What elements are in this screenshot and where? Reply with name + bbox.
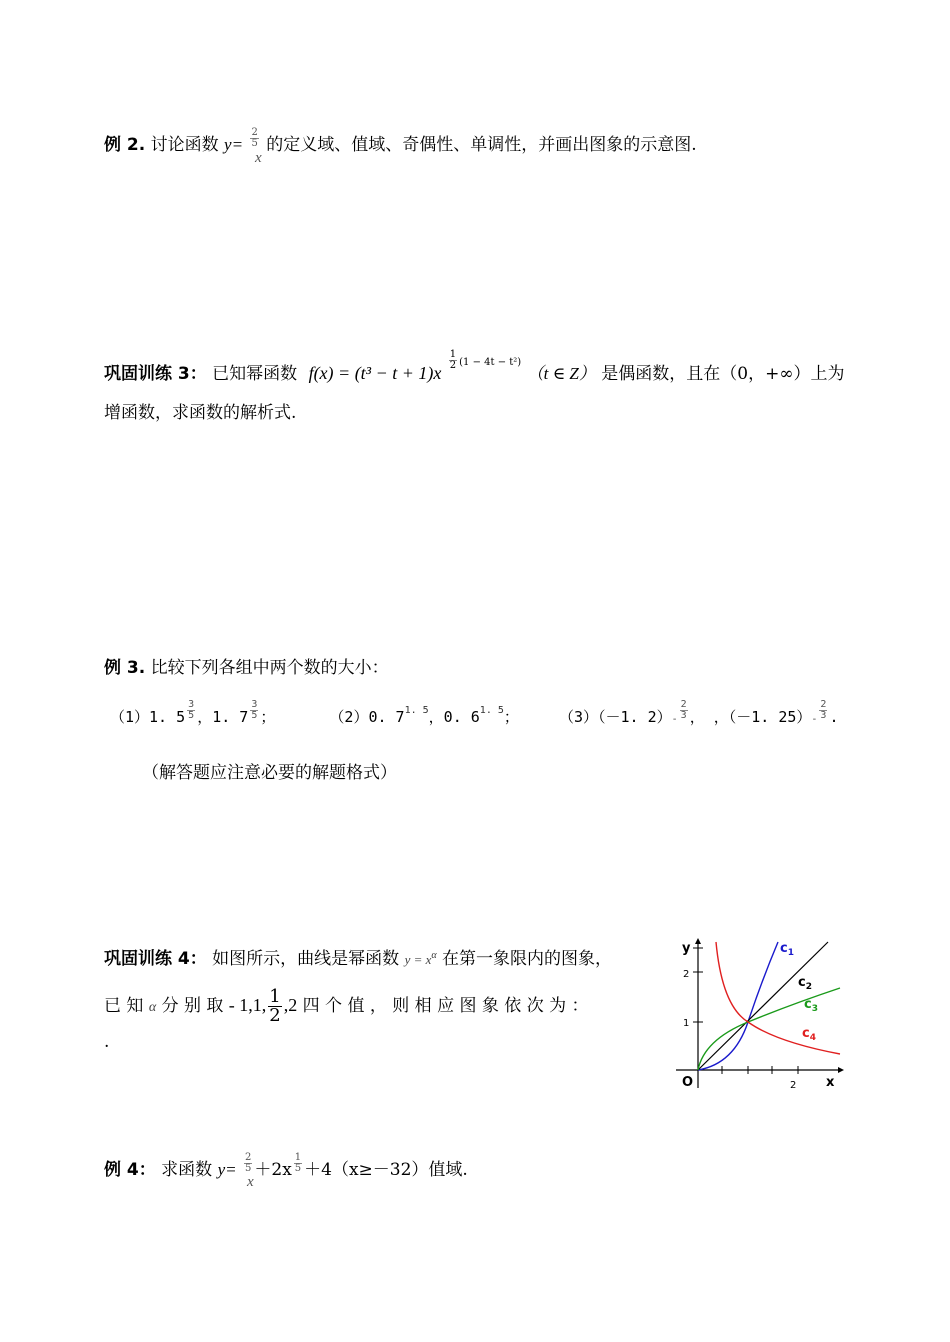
training-3 <box>104 350 845 384</box>
example-4-exp1 <box>244 1153 252 1174</box>
training-4-values-a: - 1,1, <box>228 995 267 1015</box>
part-1-exp-a-num: 3 <box>188 699 195 710</box>
origin-label: O <box>682 1075 694 1090</box>
part-3-exp-a-den: 3 <box>680 710 687 721</box>
part-3-mid: ，（－1. 25） <box>713 708 812 726</box>
label-c4: $c_4$ <box>802 1026 816 1043</box>
training-4-line2-c: 四 个 值 ， 则 相 应 图 象 依 次 为 ： <box>302 996 589 1016</box>
x-axis-label: x <box>826 1075 835 1090</box>
curve-c1 <box>698 942 778 1070</box>
training-4-text1: 如图所示，曲线是幂函数 <box>212 949 400 969</box>
example-4-colon: ： <box>138 1160 156 1180</box>
example-2-label: 例 2. <box>104 135 146 155</box>
example-4-exp2-num: 1 <box>294 1152 302 1163</box>
training-4-frac-num: 1 <box>269 986 281 1007</box>
y-axis-arrow <box>695 938 701 944</box>
training-4-formula-exp: α <box>431 950 437 961</box>
training-4-line2 <box>104 988 589 1025</box>
part-2-exp1: 1. 5 <box>404 705 429 716</box>
training-3-line2: 增函数，求函数的解析式. <box>104 403 297 423</box>
training-4-values-frac <box>268 988 281 1025</box>
example-2-y-eq: y= <box>224 135 244 154</box>
part-1-exp-b-den: 5 <box>251 710 258 721</box>
example-4-exp1-num: 2 <box>245 1152 252 1163</box>
example-2-text-before: 讨论函数 <box>150 135 219 155</box>
part-3-exp-b <box>819 700 827 721</box>
training-4 <box>104 944 612 969</box>
example-4-base: x <box>247 1174 254 1190</box>
training-4-line2-a: 已 知 <box>104 996 144 1016</box>
part-2-mid: ，0. 6 <box>428 708 480 726</box>
part-1-exp-a <box>187 700 195 721</box>
training-3-label: 巩固训练 3 <box>104 364 190 384</box>
example-4-plus1: ＋2x <box>254 1160 292 1180</box>
y-axis-label: y <box>682 941 691 956</box>
example-4-plus2: ＋4（x≥－32）值域. <box>304 1160 468 1180</box>
part-2-exp2: 1. 5 <box>479 705 504 716</box>
power-function-graph <box>672 936 848 1096</box>
example-4-exp2-den: 5 <box>294 1163 302 1174</box>
training-3-text1: 已知幂函数 <box>212 364 298 384</box>
example-2-exp-num: 2 <box>251 127 258 138</box>
training-3-exponent <box>447 350 521 371</box>
label-c1: $c_1$ <box>780 941 794 958</box>
example-4-y-eq: y= <box>217 1160 237 1179</box>
example-4-label: 例 4 <box>104 1160 139 1180</box>
training-3-colon: ： <box>189 364 207 384</box>
part-3-exp-b-num: 2 <box>820 699 827 710</box>
training-4-formula-base: y = x <box>404 952 432 967</box>
part-1-exp-b-num: 3 <box>251 699 258 710</box>
label-c3: $c_3$ <box>804 997 818 1014</box>
training-4-line3: . <box>104 1032 110 1052</box>
example-2-exp-den: 5 <box>251 138 258 149</box>
part-3-prefix: （3）（－1. 2） <box>558 708 672 726</box>
example-2-exponent <box>250 128 258 149</box>
part-3-exp-b-den: 3 <box>820 710 827 721</box>
part-1-mid: ，1. 7 <box>197 708 249 726</box>
example-3 <box>104 653 389 678</box>
y-tick-label-2: 2 <box>683 969 690 980</box>
part-3-exp-a <box>680 700 688 721</box>
x-tick-label-2: 2 <box>790 1080 797 1091</box>
training-3-text2: 是偶函数，且在（0，+∞）上为 <box>601 364 845 384</box>
example-2-text-after: 的定义域、值域、奇偶性、单调性，并画出图象的示意图. <box>266 135 697 155</box>
training-3-formula: f(x) = (t³ − t + 1)x <box>308 363 442 383</box>
part-1-exp-a-den: 5 <box>188 710 195 721</box>
training-4-formula <box>405 952 437 967</box>
part-1-exp-b <box>250 700 258 721</box>
training-4-text2: 在第一象限内的图象， <box>442 949 613 969</box>
training-3-exp-frac <box>449 350 457 371</box>
example-2-base: x <box>255 150 262 166</box>
training-4-frac-den: 2 <box>269 1005 281 1026</box>
example-2 <box>104 128 697 155</box>
example-4-exp2 <box>294 1153 302 1174</box>
example-4-exp1-den: 5 <box>245 1163 252 1174</box>
example-3-note: （解答题应注意必要的解题格式） <box>142 763 397 783</box>
label-c2: $c_2$ <box>798 975 812 992</box>
curve-c4 <box>716 942 840 1054</box>
training-4-values-b: ,2 <box>283 995 298 1015</box>
training-3-exp-num: 1 <box>449 349 457 360</box>
training-4-line2-b: 分 别 取 <box>161 996 224 1016</box>
example-4-text1: 求函数 <box>161 1160 213 1180</box>
part-3-exp-a-num: 2 <box>680 699 687 710</box>
x-axis-arrow <box>838 1067 844 1073</box>
part-1-prefix: （1）1. 5 <box>110 708 186 726</box>
training-4-alpha: α <box>148 1000 157 1015</box>
training-3-exp-den: 2 <box>449 360 457 371</box>
training-4-label: 巩固训练 4 <box>104 949 190 969</box>
part-2-prefix: （2）0. 7 <box>329 708 405 726</box>
training-3-exp-rest: (1 − 4t − t²) <box>459 357 522 368</box>
example-4 <box>104 1153 468 1180</box>
y-tick-label-1: 1 <box>683 1018 690 1029</box>
example-3-label: 例 3. <box>104 658 146 678</box>
example-3-text: 比较下列各组中两个数的大小： <box>150 658 389 678</box>
example-3-parts: （1）1. 5 $\frac{3}{5}$ ，1. 7 $\frac{3}{5}$ ； （2）0. $7^{1. 5}$，0. $6^{1. 5}$； （3）（－1. 2）- $\frac{2}{3}$ ， ，（－1. 25）- $\frac{2}{3}$ . <box>110 699 839 726</box>
training-4-colon: ： <box>189 949 207 969</box>
training-3-condition: （t ∈ Z） <box>526 364 596 383</box>
